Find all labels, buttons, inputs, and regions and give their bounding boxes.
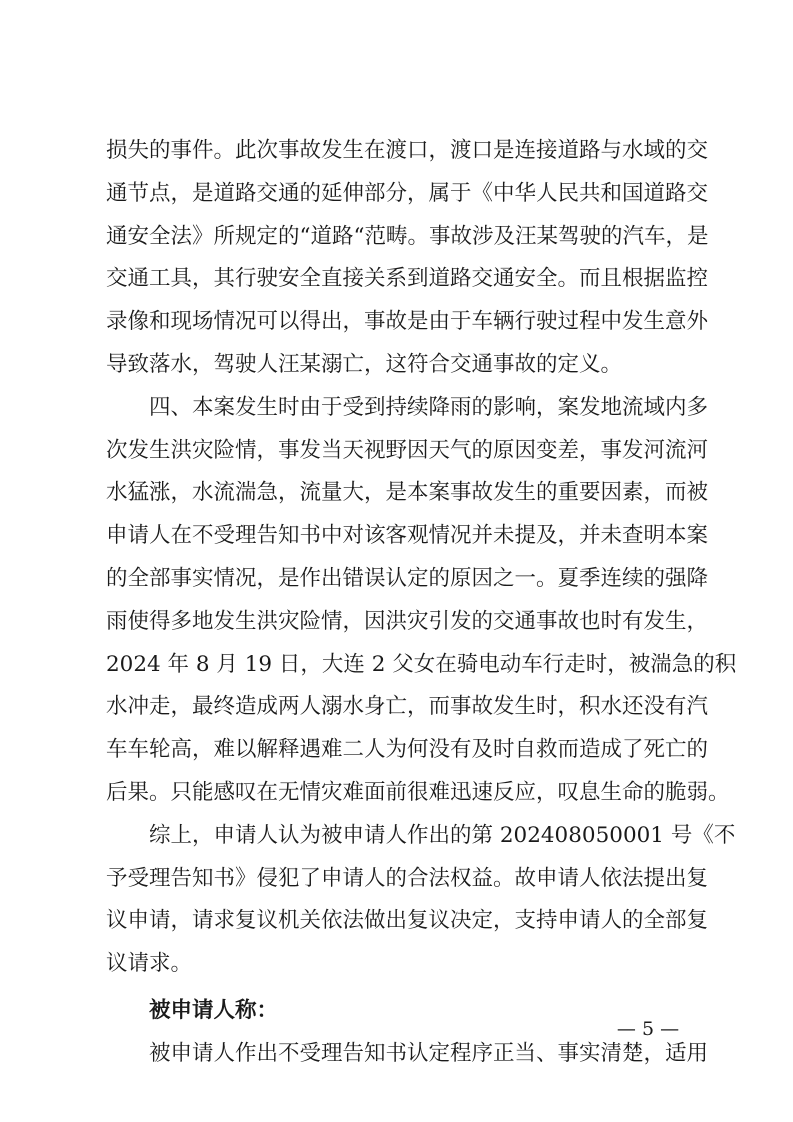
text-line: 通节点，是道路交通的延伸部分，属于《中华人民共和国道路交 — [106, 180, 709, 206]
text-line: 损失的事件。此次事故发生在渡口，渡口是连接道路与水域的交 — [106, 138, 709, 163]
text-line: 水猛涨，水流湍急，流量大，是本案事故发生的重要因素，而被 — [106, 480, 709, 506]
text-line: 的全部事实情况，是作出错误认定的原因之一。夏季连续的强降 — [106, 565, 709, 591]
text-line: 录像和现场情况可以得出，事故是由于车辆行驶过程中发生意外 — [106, 309, 709, 335]
text-line: 次发生洪灾险情，事发当天视野因天气的原因变差，事发河流河 — [106, 437, 709, 463]
text-line: 2024 年 8 月 19 日，大连 2 父女在骑电动车行走时，被湍急的积 — [106, 651, 737, 677]
section-heading: 被申请人称： — [149, 997, 279, 1023]
text-line: 车车轮高，难以解释遇难二人为何没有及时自救而造成了死亡的 — [106, 737, 709, 763]
text-line: 交通工具，其行驶安全直接关系到道路交通安全。而且根据监控 — [106, 266, 709, 292]
page-number: — 5 — — [616, 1018, 680, 1040]
text-line: 综上，申请人认为被申请人作出的第 202408050001 号《不 — [149, 822, 736, 848]
text-line: 四、本案发生时由于受到持续降雨的影响，案发地流域内多 — [149, 394, 709, 420]
text-line: 雨使得多地发生洪灾险情，因洪灾引发的交通事故也时有发生， — [106, 608, 709, 634]
text-line: 申请人在不受理告知书中对该客观情况并未提及，并未查明本案 — [106, 523, 709, 549]
text-line: 被申请人作出不受理告知书认定程序正当、事实清楚，适用 — [149, 1040, 709, 1066]
text-line: 后果。只能感叹在无情灾难面前很难迅速反应，叹息生命的脆弱。 — [106, 779, 730, 805]
text-line: 议请求。 — [106, 951, 193, 977]
text-line: 予受理告知书》侵犯了申请人的合法权益。故申请人依法提出复 — [106, 865, 709, 891]
text-line: 水冲走，最终造成两人溺水身亡，而事故发生时，积水还没有汽 — [106, 694, 709, 720]
body-text — [106, 130, 737, 1076]
text-line: 导致落水，驾驶人汪某溺亡，这符合交通事故的定义。 — [106, 351, 623, 377]
text-line: 议申请，请求复议机关依法做出复议决定，支持申请人的全部复 — [106, 908, 709, 934]
text-line: 通安全法》所规定的“道路“范畴。事故涉及汪某驾驶的汽车，是 — [106, 223, 709, 249]
